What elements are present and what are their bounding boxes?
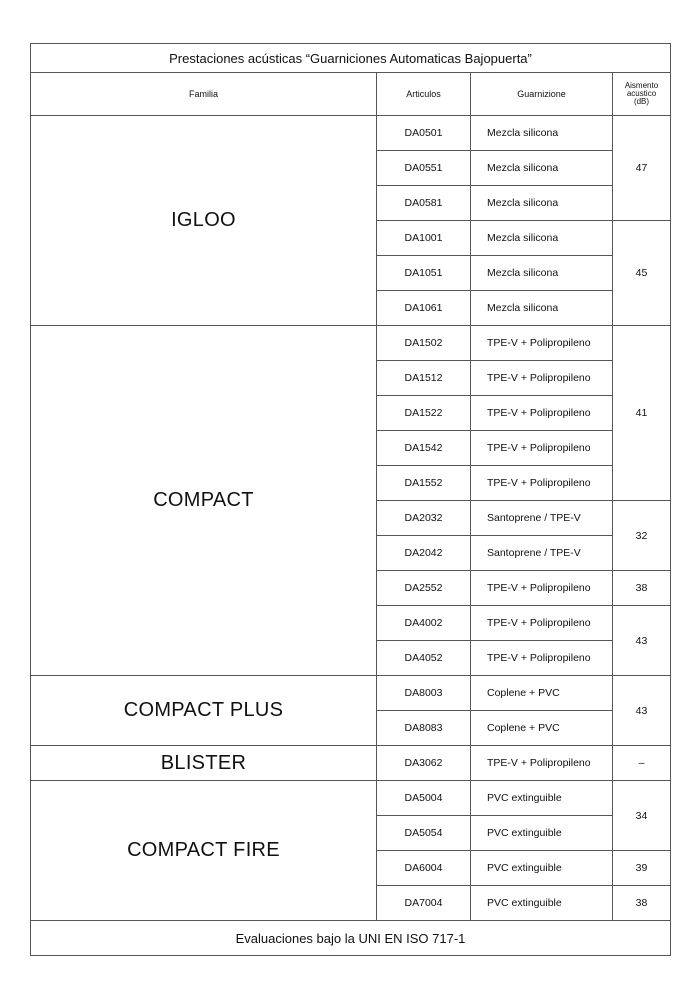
header-db-line2: acustico [626,89,657,98]
articulo-cell: DA7004 [377,886,471,921]
guarnizione-cell: TPE-V + Polipropileno [471,606,613,641]
guarnizione-cell: TPE-V + Polipropileno [471,641,613,676]
table-row [31,746,671,781]
db-cell: 38 [613,886,671,921]
header-guarnizione: Guarnizione [471,73,613,116]
table-row [31,781,671,816]
articulo-cell: DA1061 [377,291,471,326]
articulo-cell: DA8003 [377,676,471,711]
guarnizione-cell: Mezcla silicona [471,151,613,186]
articulo-cell: DA1522 [377,396,471,431]
guarnizione-cell: Mezcla silicona [471,186,613,221]
guarnizione-cell: PVC extinguible [471,886,613,921]
articulo-cell: DA1001 [377,221,471,256]
articulo-cell: DA5054 [377,816,471,851]
guarnizione-cell: TPE-V + Polipropileno [471,466,613,501]
articulo-cell: DA4002 [377,606,471,641]
header-familia: Familia [31,73,377,116]
articulo-cell: DA5004 [377,781,471,816]
db-cell: 38 [613,571,671,606]
guarnizione-cell: Mezcla silicona [471,221,613,256]
guarnizione-cell: Coplene + PVC [471,676,613,711]
table-footer: Evaluaciones bajo la UNI EN ISO 717-1 [31,921,671,956]
family-cell: COMPACT FIRE [31,781,377,921]
header-articulos: Articulos [377,73,471,116]
articulo-cell: DA1542 [377,431,471,466]
table-row [31,326,671,361]
table-title: Prestaciones acústicas “Guarniciones Automaticas Bajopuerta” [31,44,671,73]
family-cell: IGLOO [31,116,377,326]
db-cell: 43 [613,676,671,746]
articulo-cell: DA2032 [377,501,471,536]
guarnizione-cell: PVC extinguible [471,851,613,886]
guarnizione-cell: PVC extinguible [471,816,613,851]
db-cell: 45 [613,221,671,326]
guarnizione-cell: TPE-V + Polipropileno [471,326,613,361]
articulo-cell: DA0551 [377,151,471,186]
table-row [31,116,671,151]
guarnizione-cell: Santoprene / TPE-V [471,501,613,536]
guarnizione-cell: TPE-V + Polipropileno [471,361,613,396]
family-cell: COMPACT [31,326,377,676]
guarnizione-cell: Mezcla silicona [471,116,613,151]
articulo-cell: DA1512 [377,361,471,396]
db-cell: – [613,746,671,781]
header-row [31,73,671,116]
header-db [613,73,671,116]
db-cell: 43 [613,606,671,676]
guarnizione-cell: TPE-V + Polipropileno [471,746,613,781]
header-db-line1: Aismento [624,81,659,90]
db-cell: 32 [613,501,671,571]
articulo-cell: DA2552 [377,571,471,606]
guarnizione-cell: Mezcla silicona [471,291,613,326]
guarnizione-cell: TPE-V + Polipropileno [471,571,613,606]
acoustic-performance-table [30,43,671,956]
articulo-cell: DA1051 [377,256,471,291]
articulo-cell: DA3062 [377,746,471,781]
articulo-cell: DA6004 [377,851,471,886]
articulo-cell: DA8083 [377,711,471,746]
articulo-cell: DA2042 [377,536,471,571]
guarnizione-cell: TPE-V + Polipropileno [471,396,613,431]
db-cell: 34 [613,781,671,851]
articulo-cell: DA0501 [377,116,471,151]
db-cell: 47 [613,116,671,221]
guarnizione-cell: Mezcla silicona [471,256,613,291]
family-cell: COMPACT PLUS [31,676,377,746]
header-db-line3: (dB) [633,97,650,106]
articulo-cell: DA4052 [377,641,471,676]
db-cell: 39 [613,851,671,886]
family-cell: BLISTER [31,746,377,781]
articulo-cell: DA0581 [377,186,471,221]
table-row [31,676,671,711]
guarnizione-cell: TPE-V + Polipropileno [471,431,613,466]
guarnizione-cell: Coplene + PVC [471,711,613,746]
guarnizione-cell: PVC extinguible [471,781,613,816]
articulo-cell: DA1502 [377,326,471,361]
guarnizione-cell: Santoprene / TPE-V [471,536,613,571]
db-cell: 41 [613,326,671,501]
articulo-cell: DA1552 [377,466,471,501]
